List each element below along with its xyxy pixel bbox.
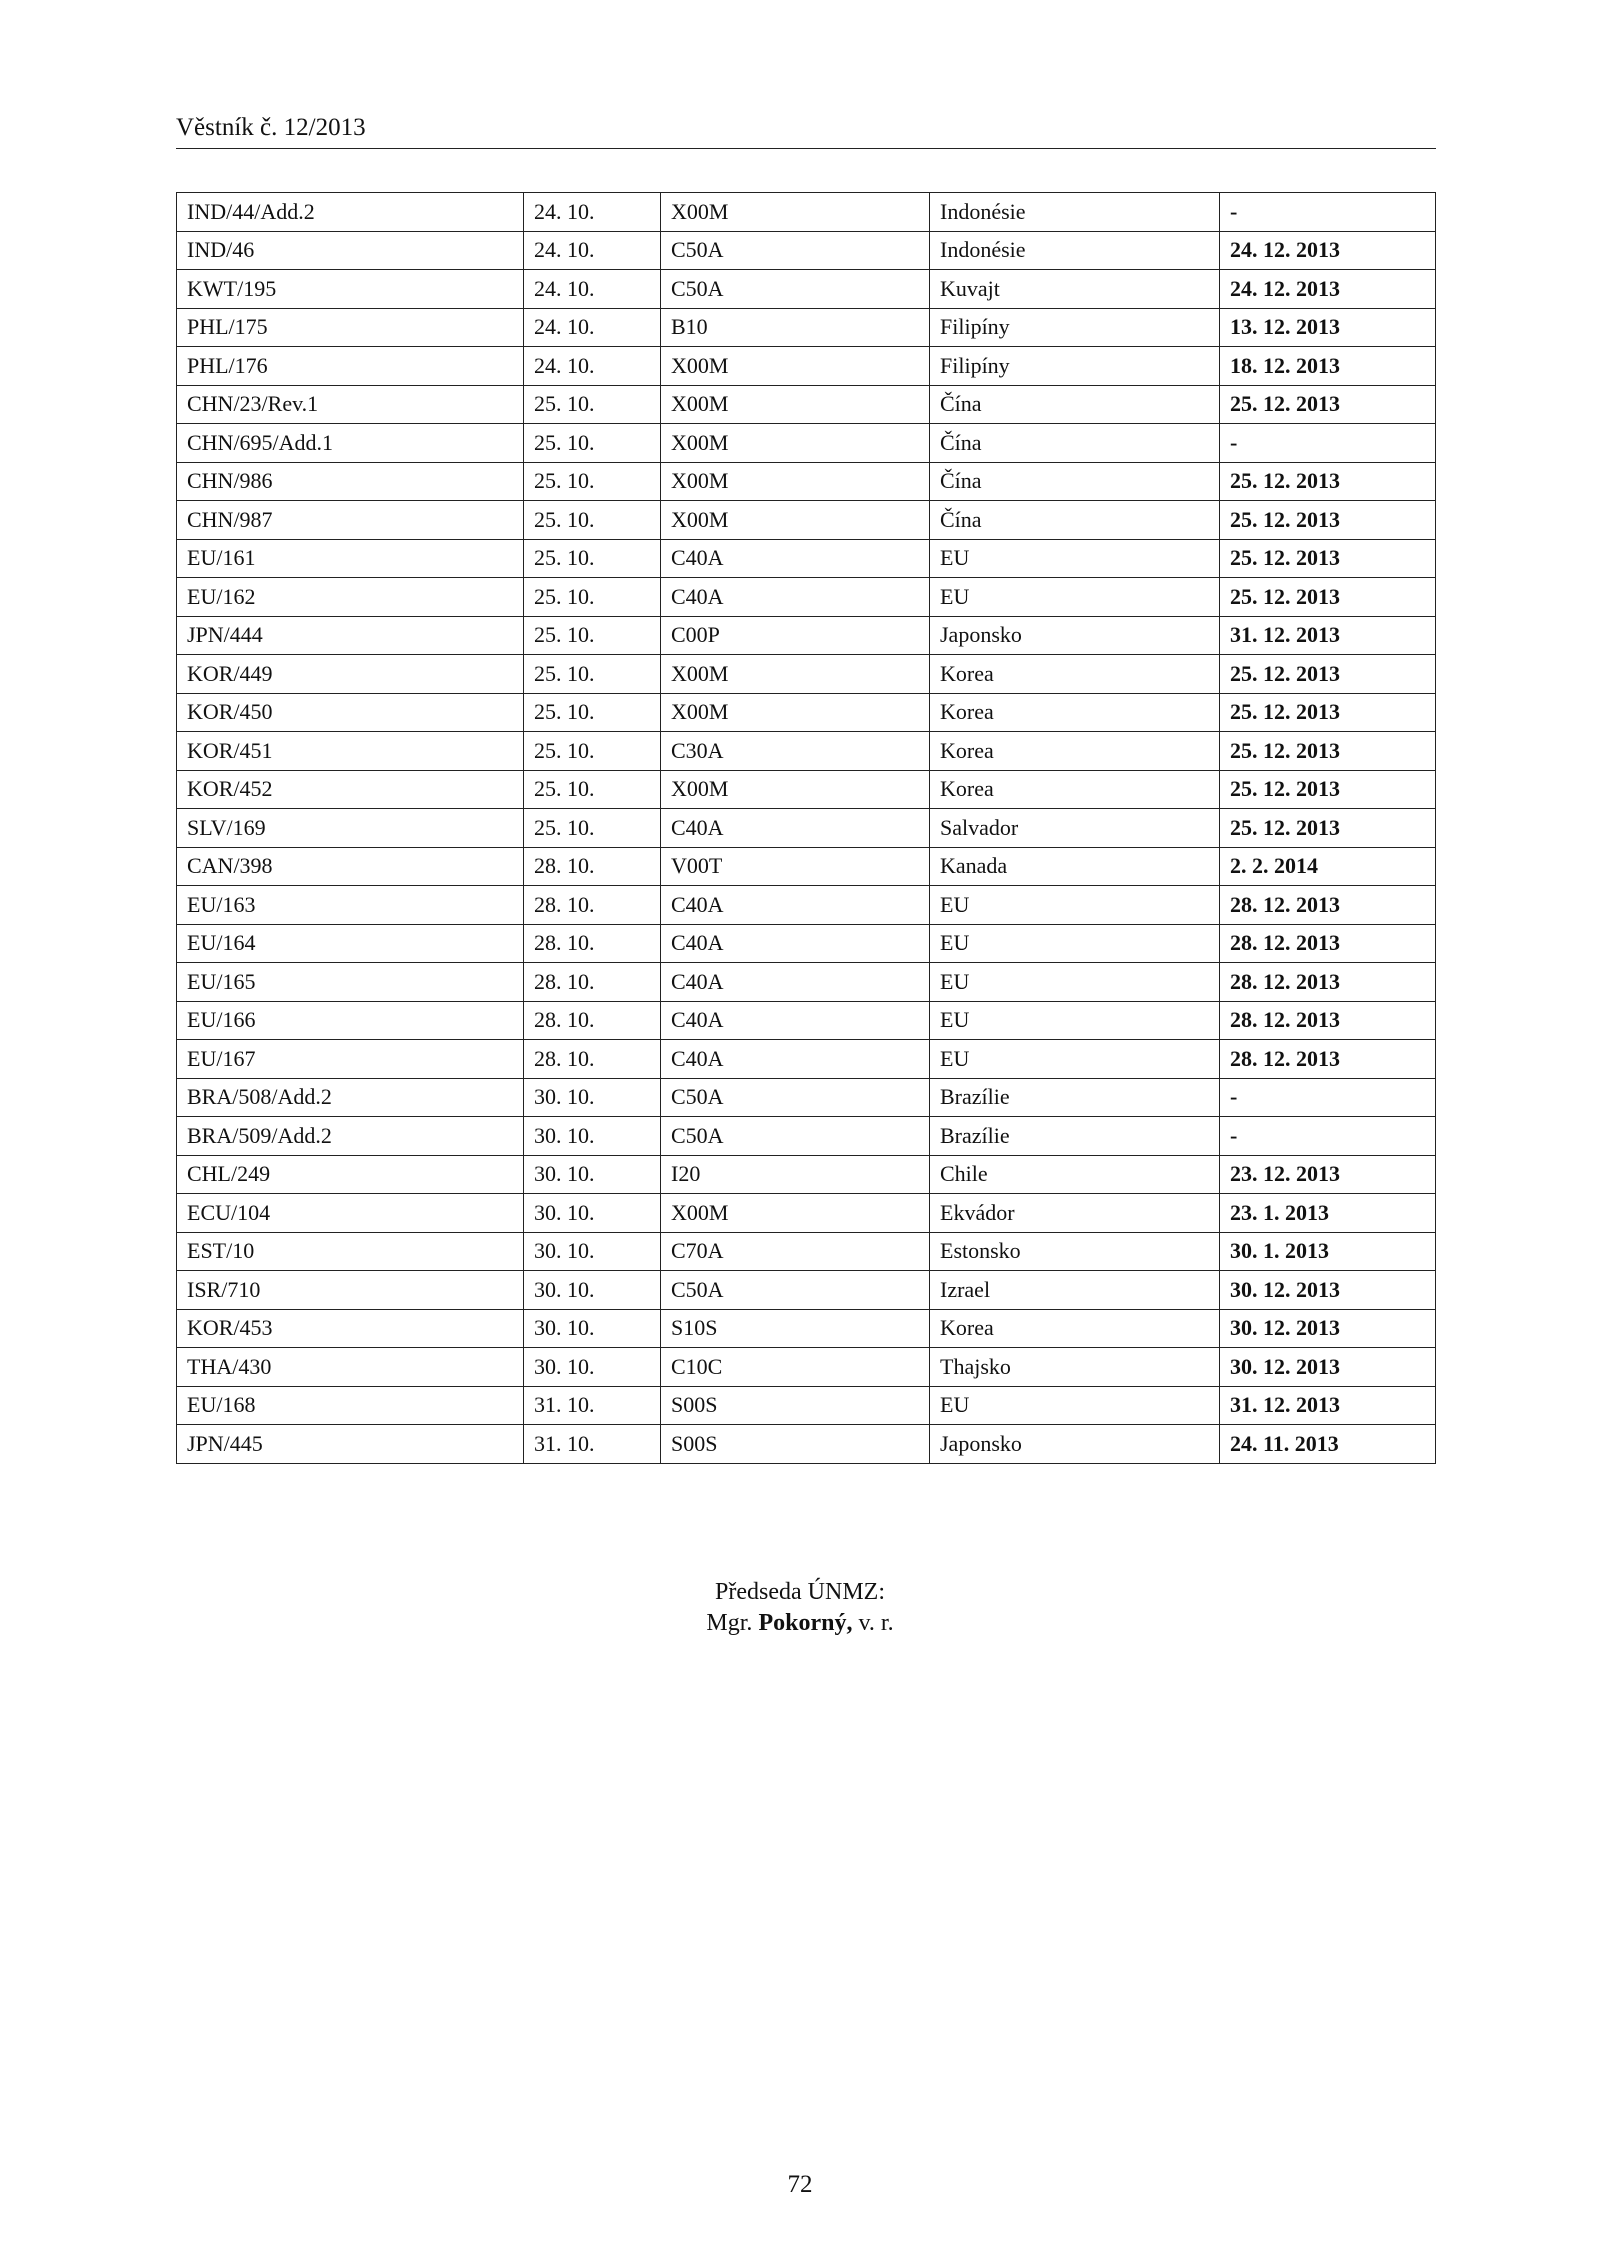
country-cell: Kanada xyxy=(930,847,1220,886)
document-code-cell: EU/168 xyxy=(177,1386,524,1425)
deadline-cell: 18. 12. 2013 xyxy=(1220,347,1436,386)
document-code-cell: PHL/175 xyxy=(177,308,524,347)
deadline-cell: 31. 12. 2013 xyxy=(1220,616,1436,655)
table-row xyxy=(177,270,1436,309)
document-code-cell: CHN/23/Rev.1 xyxy=(177,385,524,424)
country-cell: Filipíny xyxy=(930,308,1220,347)
table-row xyxy=(177,770,1436,809)
ics-code-cell: X00M xyxy=(661,385,930,424)
table-row xyxy=(177,1348,1436,1387)
ics-code-cell: X00M xyxy=(661,693,930,732)
deadline-cell: 2. 2. 2014 xyxy=(1220,847,1436,886)
table-row xyxy=(177,1040,1436,1079)
document-code-cell: KOR/449 xyxy=(177,655,524,694)
ics-code-cell: C50A xyxy=(661,1271,930,1310)
date-cell: 25. 10. xyxy=(524,809,661,848)
table-row xyxy=(177,1155,1436,1194)
ics-code-cell: B10 xyxy=(661,308,930,347)
deadline-cell: 28. 12. 2013 xyxy=(1220,886,1436,925)
document-code-cell: PHL/176 xyxy=(177,347,524,386)
deadline-cell: - xyxy=(1220,424,1436,463)
signature-block xyxy=(0,1577,1600,1639)
deadline-cell: 24. 12. 2013 xyxy=(1220,231,1436,270)
country-cell: Čína xyxy=(930,424,1220,463)
country-cell: Brazílie xyxy=(930,1117,1220,1156)
ics-code-cell: C50A xyxy=(661,270,930,309)
table-row xyxy=(177,231,1436,270)
country-cell: Salvador xyxy=(930,809,1220,848)
document-code-cell: EST/10 xyxy=(177,1232,524,1271)
deadline-cell: 23. 12. 2013 xyxy=(1220,1155,1436,1194)
date-cell: 31. 10. xyxy=(524,1425,661,1464)
document-code-cell: JPN/445 xyxy=(177,1425,524,1464)
country-cell: Korea xyxy=(930,770,1220,809)
table-row xyxy=(177,616,1436,655)
deadline-cell: 30. 12. 2013 xyxy=(1220,1348,1436,1387)
ics-code-cell: S00S xyxy=(661,1386,930,1425)
date-cell: 30. 10. xyxy=(524,1155,661,1194)
country-cell: Korea xyxy=(930,732,1220,771)
document-code-cell: CHL/249 xyxy=(177,1155,524,1194)
date-cell: 28. 10. xyxy=(524,886,661,925)
document-code-cell: EU/166 xyxy=(177,1001,524,1040)
country-cell: Korea xyxy=(930,1309,1220,1348)
deadline-cell: 30. 12. 2013 xyxy=(1220,1271,1436,1310)
date-cell: 28. 10. xyxy=(524,963,661,1002)
deadline-cell: 30. 12. 2013 xyxy=(1220,1309,1436,1348)
deadline-cell: - xyxy=(1220,1078,1436,1117)
deadline-cell: 28. 12. 2013 xyxy=(1220,1001,1436,1040)
ics-code-cell: C50A xyxy=(661,1078,930,1117)
date-cell: 25. 10. xyxy=(524,385,661,424)
document-code-cell: EU/164 xyxy=(177,924,524,963)
country-cell: Izrael xyxy=(930,1271,1220,1310)
ics-code-cell: X00M xyxy=(661,424,930,463)
deadline-cell: 24. 11. 2013 xyxy=(1220,1425,1436,1464)
table-row xyxy=(177,501,1436,540)
table-row xyxy=(177,732,1436,771)
signature-name-line xyxy=(0,1608,1600,1639)
country-cell: Thajsko xyxy=(930,1348,1220,1387)
document-code-cell: ECU/104 xyxy=(177,1194,524,1233)
table-row xyxy=(177,1001,1436,1040)
date-cell: 30. 10. xyxy=(524,1309,661,1348)
country-cell: Brazílie xyxy=(930,1078,1220,1117)
document-code-cell: ISR/710 xyxy=(177,1271,524,1310)
ics-code-cell: S00S xyxy=(661,1425,930,1464)
date-cell: 25. 10. xyxy=(524,578,661,617)
ics-code-cell: C70A xyxy=(661,1232,930,1271)
signature-suffix: v. r. xyxy=(858,1610,894,1636)
date-cell: 28. 10. xyxy=(524,1040,661,1079)
date-cell: 31. 10. xyxy=(524,1386,661,1425)
country-cell: Estonsko xyxy=(930,1232,1220,1271)
document-code-cell: BRA/509/Add.2 xyxy=(177,1117,524,1156)
document-code-cell: EU/161 xyxy=(177,539,524,578)
table-row xyxy=(177,847,1436,886)
table-row xyxy=(177,1309,1436,1348)
country-cell: EU xyxy=(930,1001,1220,1040)
date-cell: 30. 10. xyxy=(524,1232,661,1271)
deadline-cell: 23. 1. 2013 xyxy=(1220,1194,1436,1233)
document-code-cell: CAN/398 xyxy=(177,847,524,886)
deadline-cell: 31. 12. 2013 xyxy=(1220,1386,1436,1425)
date-cell: 25. 10. xyxy=(524,770,661,809)
document-code-cell: EU/163 xyxy=(177,886,524,925)
document-code-cell: JPN/444 xyxy=(177,616,524,655)
country-cell: EU xyxy=(930,1386,1220,1425)
date-cell: 25. 10. xyxy=(524,693,661,732)
document-code-cell: CHN/695/Add.1 xyxy=(177,424,524,463)
country-cell: Chile xyxy=(930,1155,1220,1194)
deadline-cell: 25. 12. 2013 xyxy=(1220,501,1436,540)
date-cell: 30. 10. xyxy=(524,1271,661,1310)
date-cell: 28. 10. xyxy=(524,1001,661,1040)
ics-code-cell: X00M xyxy=(661,347,930,386)
deadline-cell: 25. 12. 2013 xyxy=(1220,655,1436,694)
country-cell: EU xyxy=(930,539,1220,578)
date-cell: 30. 10. xyxy=(524,1348,661,1387)
ics-code-cell: X00M xyxy=(661,1194,930,1233)
ics-code-cell: V00T xyxy=(661,847,930,886)
document-code-cell: BRA/508/Add.2 xyxy=(177,1078,524,1117)
table-row xyxy=(177,308,1436,347)
ics-code-cell: X00M xyxy=(661,462,930,501)
country-cell: Ekvádor xyxy=(930,1194,1220,1233)
deadline-cell: 13. 12. 2013 xyxy=(1220,308,1436,347)
country-cell: Japonsko xyxy=(930,616,1220,655)
bulletin-title: Věstník č. 12/2013 xyxy=(176,114,366,141)
deadline-cell: 24. 12. 2013 xyxy=(1220,270,1436,309)
table-row xyxy=(177,578,1436,617)
country-cell: EU xyxy=(930,578,1220,617)
document-code-cell: CHN/987 xyxy=(177,501,524,540)
date-cell: 25. 10. xyxy=(524,462,661,501)
table-row xyxy=(177,539,1436,578)
signature-prefix: Mgr. xyxy=(706,1610,753,1636)
country-cell: EU xyxy=(930,963,1220,1002)
deadline-cell: 28. 12. 2013 xyxy=(1220,963,1436,1002)
deadline-cell: 25. 12. 2013 xyxy=(1220,732,1436,771)
ics-code-cell: C30A xyxy=(661,732,930,771)
notification-table xyxy=(176,192,1436,1464)
table-row xyxy=(177,1386,1436,1425)
deadline-cell: 25. 12. 2013 xyxy=(1220,462,1436,501)
table-row xyxy=(177,385,1436,424)
ics-code-cell: C40A xyxy=(661,1040,930,1079)
country-cell: Čína xyxy=(930,501,1220,540)
table-row xyxy=(177,1232,1436,1271)
document-code-cell: SLV/169 xyxy=(177,809,524,848)
date-cell: 24. 10. xyxy=(524,231,661,270)
page-number: 72 xyxy=(787,2171,813,2198)
country-cell: Indonésie xyxy=(930,231,1220,270)
ics-code-cell: X00M xyxy=(661,193,930,232)
ics-code-cell: I20 xyxy=(661,1155,930,1194)
table-row xyxy=(177,424,1436,463)
document-code-cell: EU/167 xyxy=(177,1040,524,1079)
document-code-cell: IND/44/Add.2 xyxy=(177,193,524,232)
country-cell: Filipíny xyxy=(930,347,1220,386)
ics-code-cell: S10S xyxy=(661,1309,930,1348)
signature-role: Předseda ÚNMZ: xyxy=(715,1579,885,1605)
date-cell: 25. 10. xyxy=(524,501,661,540)
date-cell: 24. 10. xyxy=(524,193,661,232)
date-cell: 25. 10. xyxy=(524,616,661,655)
country-cell: EU xyxy=(930,924,1220,963)
document-code-cell: THA/430 xyxy=(177,1348,524,1387)
country-cell: Čína xyxy=(930,385,1220,424)
ics-code-cell: C40A xyxy=(661,578,930,617)
document-code-cell: KOR/453 xyxy=(177,1309,524,1348)
document-code-cell: KOR/450 xyxy=(177,693,524,732)
deadline-cell: 25. 12. 2013 xyxy=(1220,539,1436,578)
ics-code-cell: X00M xyxy=(661,655,930,694)
ics-code-cell: C40A xyxy=(661,963,930,1002)
date-cell: 30. 10. xyxy=(524,1078,661,1117)
table-row xyxy=(177,347,1436,386)
deadline-cell: 28. 12. 2013 xyxy=(1220,1040,1436,1079)
document-code-cell: CHN/986 xyxy=(177,462,524,501)
date-cell: 25. 10. xyxy=(524,539,661,578)
table-row xyxy=(177,1194,1436,1233)
date-cell: 28. 10. xyxy=(524,847,661,886)
table-row xyxy=(177,1271,1436,1310)
document-code-cell: KOR/452 xyxy=(177,770,524,809)
country-cell: Indonésie xyxy=(930,193,1220,232)
deadline-cell: 25. 12. 2013 xyxy=(1220,809,1436,848)
country-cell: Japonsko xyxy=(930,1425,1220,1464)
date-cell: 30. 10. xyxy=(524,1194,661,1233)
country-cell: EU xyxy=(930,886,1220,925)
date-cell: 24. 10. xyxy=(524,270,661,309)
document-code-cell: EU/165 xyxy=(177,963,524,1002)
ics-code-cell: C40A xyxy=(661,539,930,578)
ics-code-cell: X00M xyxy=(661,501,930,540)
table-row xyxy=(177,963,1436,1002)
date-cell: 25. 10. xyxy=(524,732,661,771)
deadline-cell: 28. 12. 2013 xyxy=(1220,924,1436,963)
signature-name: Pokorný, xyxy=(758,1610,853,1636)
table-row xyxy=(177,193,1436,232)
country-cell: Korea xyxy=(930,655,1220,694)
deadline-cell: 25. 12. 2013 xyxy=(1220,693,1436,732)
deadline-cell: 25. 12. 2013 xyxy=(1220,578,1436,617)
ics-code-cell: C40A xyxy=(661,809,930,848)
document-code-cell: EU/162 xyxy=(177,578,524,617)
ics-code-cell: C50A xyxy=(661,1117,930,1156)
ics-code-cell: C40A xyxy=(661,924,930,963)
document-code-cell: KWT/195 xyxy=(177,270,524,309)
date-cell: 28. 10. xyxy=(524,924,661,963)
date-cell: 25. 10. xyxy=(524,655,661,694)
deadline-cell: - xyxy=(1220,193,1436,232)
ics-code-cell: X00M xyxy=(661,770,930,809)
table-row xyxy=(177,809,1436,848)
ics-code-cell: C40A xyxy=(661,1001,930,1040)
table-body xyxy=(177,193,1436,1464)
document-code-cell: KOR/451 xyxy=(177,732,524,771)
document-code-cell: IND/46 xyxy=(177,231,524,270)
ics-code-cell: C00P xyxy=(661,616,930,655)
ics-code-cell: C50A xyxy=(661,231,930,270)
deadline-cell: 25. 12. 2013 xyxy=(1220,385,1436,424)
page-header xyxy=(176,110,1436,149)
country-cell: EU xyxy=(930,1040,1220,1079)
country-cell: Kuvajt xyxy=(930,270,1220,309)
deadline-cell: 25. 12. 2013 xyxy=(1220,770,1436,809)
table-row xyxy=(177,1425,1436,1464)
deadline-cell: 30. 1. 2013 xyxy=(1220,1232,1436,1271)
table-row xyxy=(177,693,1436,732)
date-cell: 24. 10. xyxy=(524,308,661,347)
date-cell: 25. 10. xyxy=(524,424,661,463)
table-row xyxy=(177,655,1436,694)
table-row xyxy=(177,1078,1436,1117)
ics-code-cell: C10C xyxy=(661,1348,930,1387)
deadline-cell: - xyxy=(1220,1117,1436,1156)
country-cell: Korea xyxy=(930,693,1220,732)
table-row xyxy=(177,462,1436,501)
table-row xyxy=(177,924,1436,963)
country-cell: Čína xyxy=(930,462,1220,501)
table-row xyxy=(177,886,1436,925)
table-row xyxy=(177,1117,1436,1156)
ics-code-cell: C40A xyxy=(661,886,930,925)
date-cell: 24. 10. xyxy=(524,347,661,386)
date-cell: 30. 10. xyxy=(524,1117,661,1156)
